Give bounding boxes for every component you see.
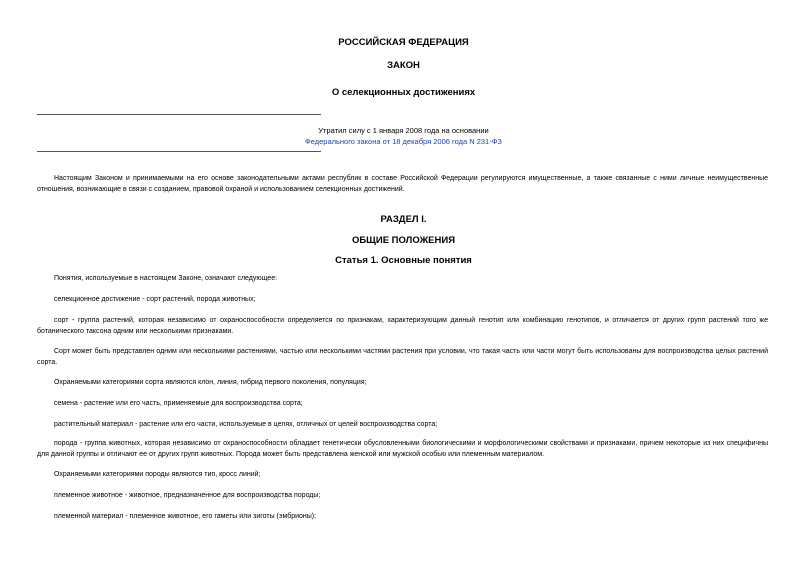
country-heading: РОССИЙСКАЯ ФЕДЕРАЦИЯ [338, 37, 469, 48]
preamble-paragraph: Настоящим Законом и принимаемыми на его основе законодательными актами республик в составе Российской Федерации регулируются имущественные, а также связанные с ними личные неимущественные отношения, возникающие в связи с созданием, правовой охраной и использованием селекционных достижений. [37, 175, 768, 193]
paragraph: растительный материал - растение или его части, используемые в целях, отличных от целей воспроизводства сорта; [54, 421, 438, 428]
paragraph: Понятия, используемые в настоящем Законе, означают следующее: [54, 275, 278, 282]
doc-type-heading: ЗАКОН [387, 60, 420, 71]
paragraph: Охраняемыми категориями породы являются тип, кросс линий; [54, 471, 261, 478]
divider-bottom [37, 151, 321, 152]
section-number: РАЗДЕЛ I. [380, 214, 427, 225]
paragraph: сорт - группа растений, которая независимо от охраноспособности определяется по признакам, характеризующим данный генотип или комбинацию генотипов, и отличается от других групп растений того же ботанического таксона одним или несколькими признаками. [37, 317, 768, 335]
paragraph: семена - растение или его часть, применяемые для воспроизводства сорта; [54, 400, 303, 407]
divider-top [37, 114, 321, 115]
law-title: О селекционных достижениях [331, 87, 476, 98]
article-title: Статья 1. Основные понятия [335, 255, 472, 266]
paragraph: Сорт может быть представлен одним или несколькими растениями, частью или несколькими частями растения при условии, что такая часть или части могут быть использованы для воспроизводства целых растений сорта. [37, 348, 768, 366]
status-note: Утратил силу с 1 января 2008 года на основании [318, 126, 489, 135]
paragraph: племенное животное - животное, предназначенное для воспроизводства породы; [54, 492, 321, 499]
paragraph: Охраняемыми категориями сорта являются клон, линия, гибрид первого поколения, популяция; [54, 379, 367, 386]
paragraph: селекционное достижение - сорт растений, порода животных; [54, 296, 256, 303]
paragraph: порода - группа животных, которая независимо от охраноспособности обладает генетически обусловленными биологическими и морфологическими свойствами и признаками, причем некоторые из них специфичны для данной группы и отличают ее от других групп животных. Порода может быть представлена женской или мужской особью или племенным материалом. [37, 440, 768, 458]
paragraph: племенной материал - племенное животное, его гаметы или зиготы (эмбрионы); [54, 513, 317, 520]
section-title: ОБЩИЕ ПОЛОЖЕНИЯ [351, 235, 456, 246]
repeal-law-link[interactable]: Федерального закона от 18 декабря 2006 года N 231-ФЗ [305, 137, 502, 146]
